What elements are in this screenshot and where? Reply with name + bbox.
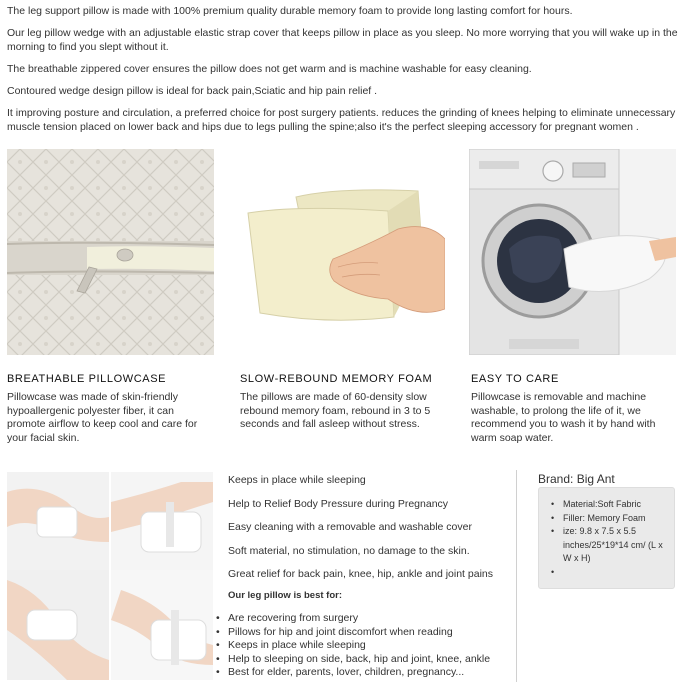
feature-description: The pillows are made of 60-density slow rebound memory foam, rebound in 3 to 5 seconds and fall asleep without stress. — [240, 391, 431, 430]
specs-box — [538, 487, 675, 589]
leg-pillow-photo — [111, 472, 213, 570]
leg-pillow-photo — [7, 570, 109, 680]
best-for-list — [216, 612, 490, 680]
feature-description: Pillowcase was made of skin-friendly hypoallergenic polyester fiber, it can promote airflow to keep cool and care for your facial skin. — [7, 391, 198, 444]
benefit-item: Soft material, no stimulation, no damage to the skin. — [228, 544, 470, 557]
leg-pillow-photo — [7, 472, 109, 570]
best-for-item: • Help to sleeping on side, back, hip and joint, knee, ankle — [216, 653, 490, 667]
spec-item: • Material:Soft Fabric — [551, 498, 670, 512]
benefit-item: Easy cleaning with a removable and washable cover — [228, 521, 472, 533]
benefit-item: Help to Relief Body Pressure during Pregnancy — [228, 497, 449, 510]
spec-item: • ize: 9.8 x 7.5 x 5.5 inches/25*19*14 cm/ (L x W x H) — [551, 525, 670, 566]
best-for-title: Our leg pillow is best for: — [228, 590, 343, 601]
leg-pillow-photo — [111, 570, 213, 680]
feature-title: SLOW-REBOUND MEMORY FOAM — [240, 373, 433, 385]
intro-text — [7, 4, 687, 142]
washing-machine-image — [469, 149, 676, 355]
intro-paragraph: Contoured wedge design pillow is ideal for back pain,Sciatic and hip pain relief . — [7, 85, 378, 97]
best-for-item: • Best for elder, parents, lover, children, pregnancy... — [216, 666, 490, 680]
memory-foam-image — [238, 149, 445, 355]
benefit-item: Keeps in place while sleeping — [228, 474, 366, 486]
feature-title: EASY TO CARE — [471, 373, 559, 385]
feature-title: BREATHABLE PILLOWCASE — [7, 373, 167, 385]
best-for-item: • Are recovering from surgery — [216, 612, 490, 626]
best-for-item: • Pillows for hip and joint discomfort when reading — [216, 626, 490, 640]
intro-paragraph: The leg support pillow is made with 100% premium quality durable memory foam to provide long lasting comfort for hours. — [7, 5, 573, 17]
intro-paragraph: It improving posture and circulation, a preferred choice for post surgery patients. reduces the grinding of knees helping to eliminate unnecessary muscle tension placed on lower back and hips due to legs pulling the spine;also it's the perfect sleeping accessory for pregnant women . — [7, 107, 676, 133]
spec-item: • Filler: Memory Foam — [551, 512, 670, 526]
feature-description: Pillowcase is removable and machine washable, to prolong the life of it, we recommend you to wash it by hand with warm soap water. — [471, 391, 656, 444]
best-for-item: • Keeps in place while sleeping — [216, 639, 490, 653]
intro-paragraph: The breathable zippered cover ensures the pillow does not get warm and is machine washable for easy cleaning. — [7, 63, 532, 75]
pillowcase-image — [7, 149, 214, 355]
intro-paragraph: Our leg pillow wedge with an adjustable elastic strap cover that keeps pillow in place as you sleep. No more worrying that you will wake up in the morning to find you slept without it. — [7, 27, 678, 53]
benefit-item: Great relief for back pain, knee, hip, ankle and joint pains — [228, 568, 493, 580]
divider — [516, 470, 517, 682]
benefits-list — [228, 473, 498, 581]
brand-label: Brand: Big Ant — [538, 472, 615, 486]
